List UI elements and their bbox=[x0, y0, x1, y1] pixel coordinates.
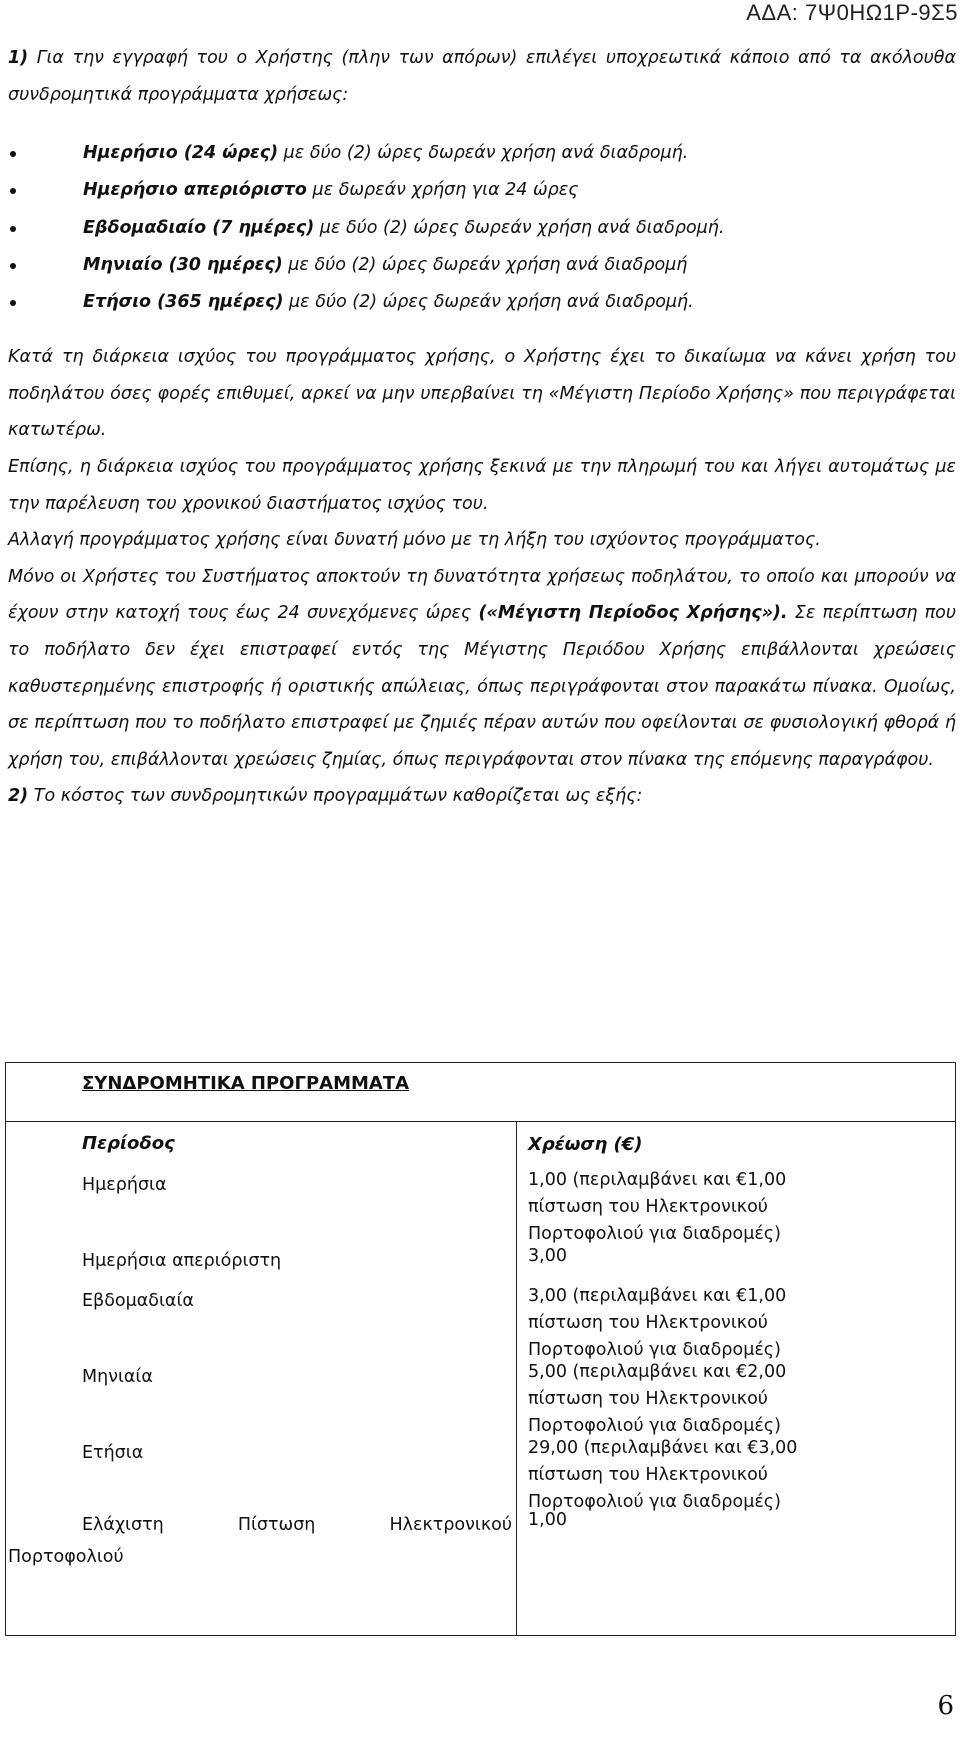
section-number: 2) bbox=[8, 786, 29, 807]
table-row-charge: 5,00 (περιλαμβάνει και €2,00 πίστωση του Ηλεκτρονικού Πορτοφολιού για διαδρομές) bbox=[528, 1362, 787, 1436]
table-row-period: Ημερήσια bbox=[82, 1175, 167, 1195]
list-item: Εβδομαδιαίο (7 ημέρες) με δύο (2) ώρες δωρεάν χρήση ανά διαδρομή. bbox=[8, 210, 956, 247]
page-number: 6 bbox=[937, 1691, 954, 1721]
paragraph-max-period: Μόνο οι Χρήστες του Συστήματος αποκτούν τη δυνατότητα χρήσεως ποδηλάτου, το οποίο και μπορούν να έχουν στην κατοχή τους έως 24 συνεχόμενες ώρες («Μέγιστη Περίοδος Χρήσης»). Σε περίπτωση που το ποδήλατο δεν έχει επιστραφεί εντός της Μέγιστης Περιόδου Χρήσης επιβάλλονται χρεώσεις καθυστερημένης επιστροφής ή οριστικής απώλειας, όπως περιγράφονται στον παρακάτω πίνακα. Ομοίως, σε περίπτωση που το ποδήλατο επιστραφεί με ζημιές πέραν αυτών που οφείλονται σε φυσιολογική φθορά ή χρήση του, επιβάλλονται χρεώσεις ζημίας, όπως περιγράφονται στον πίνακα της επόμενης παραγράφου. bbox=[8, 566, 957, 770]
table-row-period: Εβδομαδιαία bbox=[82, 1291, 194, 1311]
list-item: Μηνιαίο (30 ημέρες) με δύο (2) ώρες δωρεάν χρήση ανά διαδρομή bbox=[8, 247, 956, 284]
table-row-charge: 1,00 bbox=[528, 1510, 567, 1530]
table-divider bbox=[6, 1121, 955, 1122]
section-2-intro: 2) Το κόστος των συνδρομητικών προγραμμάτων καθορίζεται ως εξής: bbox=[8, 786, 643, 807]
column-divider bbox=[516, 1121, 517, 1635]
list-item: Ημερήσιο απεριόριστο με δωρεάν χρήση για 24 ώρες bbox=[8, 172, 956, 209]
paragraph-validity: Επίσης, η διάρκεια ισχύος του προγράμματος χρήσης ξεκινά με την πληρωμή του και λήγει αυτομάτως με την παρέλευση του χρονικού διαστήματος ισχύος του. bbox=[8, 456, 956, 514]
table-row-period: Ημερήσια απεριόριστη bbox=[82, 1251, 282, 1271]
table-row-period: Μηνιαία bbox=[82, 1367, 153, 1387]
plans-list bbox=[8, 135, 956, 321]
column-header-period: Περίοδος bbox=[82, 1133, 175, 1154]
column-header-charge: Χρέωση (€) bbox=[528, 1134, 643, 1155]
section-number: 1) bbox=[8, 48, 29, 68]
document-body bbox=[8, 40, 956, 815]
table-row-period: Ετήσια bbox=[82, 1443, 144, 1463]
intro-text: Για την εγγραφή του ο Χρήστης (πλην των απόρων) επιλέγει υποχρεωτικά κάποιο από τα ακόλουθα συνδρομητικά προγράμματα χρήσεως: bbox=[8, 48, 956, 105]
paragraph-change: Αλλαγή προγράμματος χρήσης είναι δυνατή μόνο με τη λήξη του ισχύοντος προγράμματος. bbox=[8, 530, 821, 551]
paragraph-usage: Κατά τη διάρκεια ισχύος του προγράμματος χρήσης, ο Χρήστης έχει το δικαίωμα να κάνει χρήση του ποδηλάτου όσες φορές επιθυμεί, αρκεί να μην υπερβαίνει τη «Μέγιστη Περίοδο Χρήσης» που περιγράφεται κατωτέρω. bbox=[8, 347, 956, 441]
table-row-charge: 29,00 (περιλαμβάνει και €3,00 πίστωση του Ηλεκτρονικού Πορτοφολιού για διαδρομές) bbox=[528, 1438, 798, 1512]
table-row-charge: 3,00 bbox=[528, 1246, 567, 1266]
table-title: ΣΥΝΔΡΟΜΗΤΙΚΑ ΠΡΟΓΡΑΜΜΑΤΑ bbox=[82, 1073, 410, 1094]
table-row-min-credit: Ελάχιστη Πίστωση Ηλεκτρονικού Πορτοφολιού bbox=[8, 1515, 512, 1567]
table-row-charge: 1,00 (περιλαμβάνει και €1,00 πίστωση του Ηλεκτρονικού Πορτοφολιού για διαδρομές) bbox=[528, 1170, 787, 1244]
list-item: Ετήσιο (365 ημέρες) με δύο (2) ώρες δωρεάν χρήση ανά διαδρομή. bbox=[8, 284, 956, 321]
ada-code: ΑΔΑ: 7Ψ0ΗΩ1Ρ-9Σ5 bbox=[746, 0, 958, 25]
list-item: Ημερήσιο (24 ώρες) με δύο (2) ώρες δωρεάν χρήση ανά διαδρομή. bbox=[8, 135, 956, 172]
max-period-term: («Μέγιστη Περίοδος Χρήσης»). bbox=[478, 603, 788, 624]
section-1-intro bbox=[8, 40, 956, 113]
subscription-table bbox=[5, 1062, 956, 1636]
table-row-charge: 3,00 (περιλαμβάνει και €1,00 πίστωση του Ηλεκτρονικού Πορτοφολιού για διαδρομές) bbox=[528, 1286, 787, 1360]
